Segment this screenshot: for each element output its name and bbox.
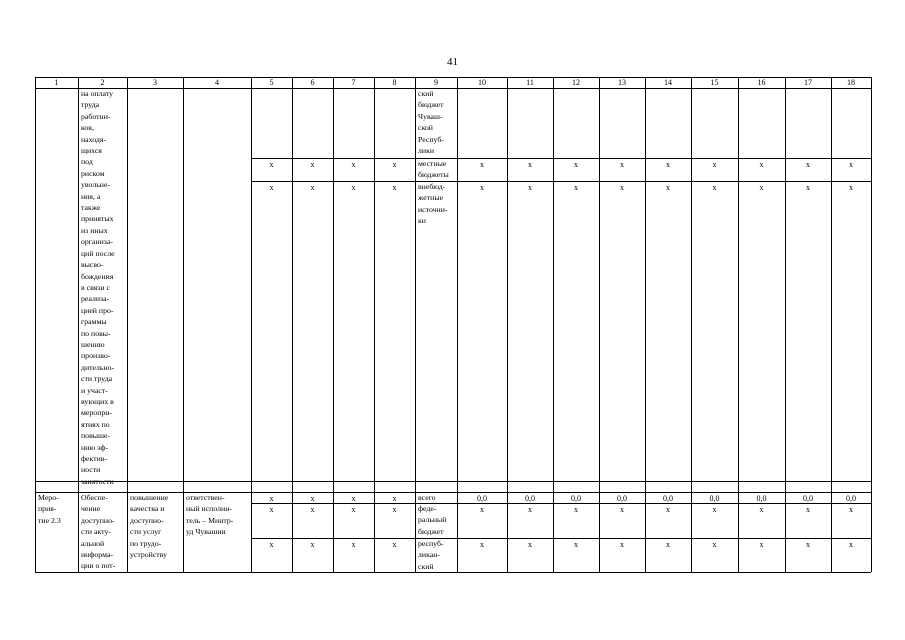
measure-title-line: информа- [81, 550, 114, 560]
funding-source-line: респуб- [418, 539, 444, 548]
column-header-11: 11 [526, 78, 534, 87]
measure-description-line: и участ- [81, 385, 108, 395]
cell-col-6: x [310, 505, 315, 514]
cell-col-7: x [351, 494, 356, 503]
cell-col-16: x [759, 183, 764, 192]
funding-source-line: бюджеты [418, 170, 449, 180]
measure-description-line: фектив- [81, 454, 108, 463]
measure-description-line: увольне- [81, 180, 110, 190]
measure-description-line: ятиях по [81, 419, 110, 429]
cell-col-10: x [480, 540, 484, 549]
measure-goal-line: сти услуг [130, 527, 162, 537]
funding-source-line: источни- [418, 204, 448, 214]
cell-col-6: x [310, 494, 315, 503]
funding-source-line: ский [418, 89, 434, 98]
funding-source-line: бюджет [418, 526, 444, 536]
cell-col-10: x [480, 183, 484, 192]
measure-goal [130, 492, 180, 560]
measure-description-line: также [81, 203, 101, 213]
measure-goal-line: по трудо- [130, 538, 162, 548]
measure-description-line: под [81, 157, 93, 167]
measure-description-line: в связи с [81, 282, 110, 292]
column-rule [35, 77, 36, 572]
column-header-14: 14 [664, 78, 672, 87]
measure-description-line: сти труда [81, 374, 113, 384]
cell-col-7: x [351, 540, 356, 549]
measure-goal-line: качества и [130, 504, 165, 514]
measure-executor [186, 492, 248, 538]
page-number: 41 [447, 56, 458, 68]
measure-number [38, 492, 75, 526]
cell-col-11: x [528, 505, 532, 514]
measure-description-line: ния, а [81, 191, 101, 201]
measure-description-line: реализа- [81, 294, 110, 304]
measure-description-line: риском [81, 168, 105, 178]
cell-col-6: x [310, 160, 315, 169]
cell-col-18: x [849, 505, 853, 514]
cell-col-14: 0,0 [663, 494, 673, 503]
measure-description-line: на оплату [81, 89, 114, 98]
funding-source-line: ский [418, 561, 434, 571]
cell-col-15: x [712, 183, 717, 192]
measure-description-line: ций после [81, 248, 115, 258]
column-header-10: 10 [478, 78, 486, 87]
cell-col-18: x [849, 540, 853, 549]
measure-goal-line: повышение [130, 493, 169, 502]
column-rule [415, 77, 416, 572]
cell-col-13: x [620, 505, 624, 514]
measure-description-line: работни- [81, 111, 111, 121]
funding-source-line: ральный [418, 515, 447, 525]
column-rule [78, 77, 79, 572]
cell-col-8: x [392, 160, 397, 169]
funding-source-line: жетные [418, 193, 444, 203]
cell-col-17: x [806, 183, 810, 192]
cell-col-13: x [620, 540, 624, 549]
column-header-16: 16 [757, 78, 766, 87]
measure-number-line: прия- [38, 504, 57, 514]
measure-description [81, 88, 124, 487]
column-header-2: 2 [100, 78, 105, 87]
cell-col-8: x [392, 540, 397, 549]
measure-description-line: бождения [81, 271, 114, 281]
funding-source [418, 492, 454, 503]
measure-description-line: нию эф- [81, 442, 109, 452]
funding-source [418, 538, 454, 572]
cell-col-15: x [712, 505, 717, 514]
cell-col-5: x [269, 540, 274, 549]
cell-col-8: x [392, 183, 397, 192]
cell-col-14: x [666, 183, 670, 192]
measure-description-line: высво- [81, 260, 104, 270]
funding-source [418, 158, 454, 181]
cell-col-16: x [759, 505, 764, 514]
funding-source-line: Респуб- [418, 134, 444, 144]
measure-executor-line: ответствен- [186, 493, 225, 502]
budget-table [35, 77, 871, 572]
measure-description-line: шению [81, 339, 105, 349]
measure-description-line: щихся [81, 146, 102, 156]
measure-title-line: чение [81, 504, 101, 514]
cell-col-14: x [666, 540, 670, 549]
cell-col-5: x [269, 494, 274, 503]
column-header-6: 6 [310, 78, 315, 87]
measure-description-line: цией про- [81, 305, 114, 315]
measure-description-line: по повы- [81, 328, 111, 338]
measure-description-line: произво- [81, 351, 111, 361]
cell-col-18: x [849, 183, 853, 192]
cell-col-10: x [480, 160, 484, 169]
cell-col-10: x [480, 505, 484, 514]
table-rule [35, 481, 871, 482]
cell-col-6: x [310, 183, 315, 192]
cell-col-14: x [666, 160, 670, 169]
measure-title-line: ции о пот- [81, 561, 116, 571]
column-header-5: 5 [269, 78, 274, 87]
column-header-8: 8 [392, 78, 397, 87]
funding-source-line: ки [418, 216, 426, 226]
measure-number-line: тие 2.3 [38, 515, 61, 525]
column-header-3: 3 [153, 78, 157, 87]
measure-title-line: Обеспе- [81, 493, 108, 502]
cell-col-17: x [806, 160, 810, 169]
cell-col-5: x [269, 505, 274, 514]
cell-col-11: 0,0 [525, 494, 535, 503]
measure-executor-line: уд Чувашии [186, 527, 226, 537]
measure-executor-line: тель – Минтр- [186, 515, 234, 525]
cell-col-10: 0,0 [477, 494, 487, 503]
measure-title-line: доступно- [81, 515, 115, 525]
cell-col-17: x [806, 505, 810, 514]
funding-source-line: всего [418, 493, 436, 502]
measure-goal-line: устройству [130, 550, 168, 560]
measure-description-line: вующих в [81, 396, 114, 406]
column-rule [871, 77, 872, 572]
cell-col-13: 0,0 [617, 494, 627, 503]
column-rule [127, 77, 128, 572]
cell-col-18: 0,0 [846, 494, 856, 503]
funding-source-line: местные [418, 159, 447, 168]
cell-col-7: x [351, 505, 356, 514]
cell-col-15: x [712, 540, 717, 549]
cell-col-13: x [620, 183, 624, 192]
column-header-1: 1 [54, 78, 59, 87]
measure-description-line: занятости [81, 476, 114, 486]
measure-title-line: сти акту- [81, 527, 111, 537]
cell-col-16: x [759, 540, 764, 549]
column-header-4: 4 [215, 78, 219, 87]
measure-description-line: ности [81, 465, 101, 475]
funding-source-line: бюджет [418, 100, 444, 110]
measure-description-line: граммы [81, 317, 107, 327]
cell-col-6: x [310, 540, 315, 549]
funding-source [418, 503, 454, 537]
funding-source-line: Чуваш- [418, 111, 443, 121]
cell-col-17: x [806, 540, 810, 549]
cell-col-12: 0,0 [571, 494, 581, 503]
measure-description-line: организа- [81, 237, 113, 247]
cell-col-7: x [351, 160, 356, 169]
funding-source [418, 88, 454, 156]
measure-goal-line: доступно- [130, 515, 164, 525]
funding-source-line: ской [418, 123, 433, 133]
measure-executor-line: ный исполни- [186, 504, 232, 514]
measure-description-line: находя- [81, 134, 107, 144]
measure-description-line: повыше- [81, 431, 111, 441]
measure-title-line: альной [81, 538, 105, 548]
cell-col-7: x [351, 183, 356, 192]
cell-col-16: x [759, 160, 764, 169]
cell-col-8: x [392, 505, 397, 514]
funding-source [418, 181, 454, 227]
cell-col-5: x [269, 160, 274, 169]
cell-col-12: x [574, 183, 578, 192]
cell-col-14: x [666, 505, 670, 514]
column-header-15: 15 [710, 78, 719, 87]
column-header-12: 12 [572, 78, 580, 87]
measure-title [81, 492, 124, 572]
cell-col-12: x [574, 160, 578, 169]
cell-col-17: 0,0 [803, 494, 813, 503]
measure-description-line: ков, [81, 123, 94, 133]
cell-col-11: x [528, 540, 532, 549]
measure-description-line: из иных [81, 225, 108, 235]
measure-description-line: меропри- [81, 408, 113, 418]
cell-col-12: x [574, 505, 578, 514]
measure-description-line: принятых [81, 214, 114, 224]
funding-source-line: феде- [418, 504, 437, 513]
funding-source-line: ликан- [418, 550, 440, 560]
column-header-13: 13 [618, 78, 626, 87]
cell-col-11: x [528, 183, 532, 192]
measure-number-line: Меро- [38, 493, 59, 502]
funding-source-line: внебюд- [418, 182, 446, 191]
cell-col-15: x [712, 160, 717, 169]
column-header-17: 17 [804, 78, 812, 87]
cell-col-15: 0,0 [709, 494, 720, 503]
cell-col-8: x [392, 494, 397, 503]
cell-col-12: x [574, 540, 578, 549]
column-rule [183, 77, 184, 572]
cell-col-13: x [620, 160, 624, 169]
measure-description-line: дительно- [81, 362, 115, 372]
cell-col-5: x [269, 183, 274, 192]
cell-col-11: x [528, 160, 532, 169]
column-header-9: 9 [434, 78, 438, 87]
cell-col-16: 0,0 [756, 494, 767, 503]
funding-source-line: лики [418, 146, 435, 156]
measure-description-line: труда [81, 100, 100, 110]
column-header-18: 18 [847, 78, 855, 87]
cell-col-18: x [849, 160, 853, 169]
column-header-7: 7 [351, 78, 356, 87]
